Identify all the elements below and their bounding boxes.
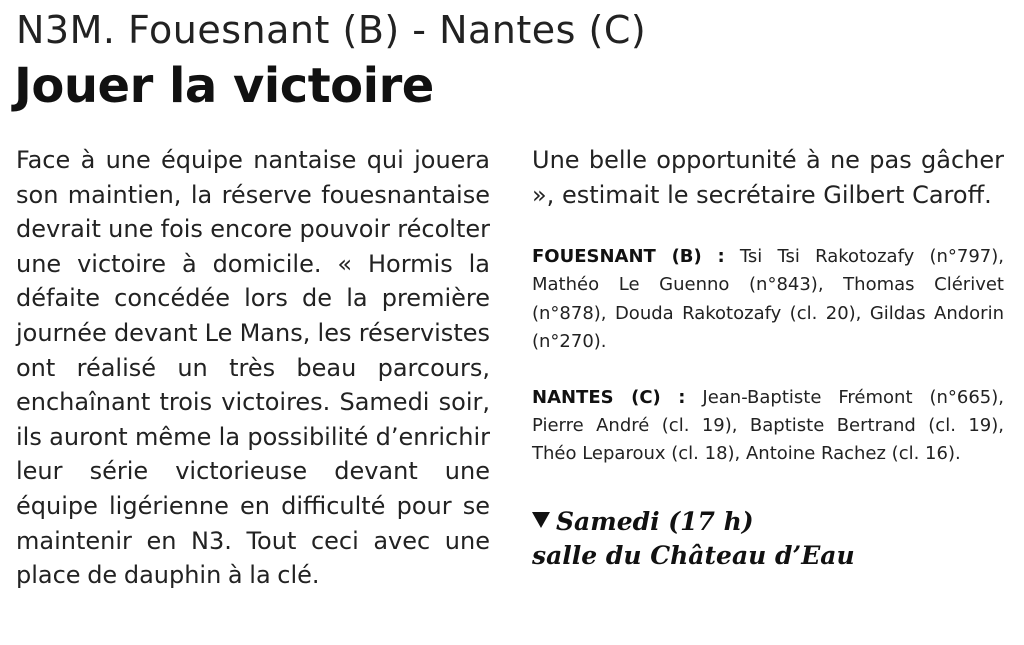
lineup-team-name: FOUESNANT (B) : <box>532 246 725 268</box>
article-column-left <box>16 143 490 593</box>
schedule-when: Samedi (17 h) <box>556 506 754 536</box>
lineup-players: Tsi Tsi Rakotozafy (n°797), Mathéo Le Guenno (n°843), Thomas Clérivet (n°878), Douda Rakotozafy (cl. 20), Gildas Andorin (n°270). <box>532 246 1004 352</box>
match-schedule <box>532 505 1004 573</box>
schedule-time <box>532 505 1004 539</box>
schedule-venue: salle du Château d’Eau <box>532 540 855 570</box>
lineup-players: Jean-Baptiste Frémont (n°665), Pierre André (cl. 19), Baptiste Bertrand (cl. 19), Théo Leparoux (cl. 18), Antoine Rachez (cl. 16). <box>532 387 1004 465</box>
match-kicker: N3M. Fouesnant (B) - Nantes (C) <box>16 8 647 52</box>
article-body-left: Face à une équipe nantaise qui jouera son maintien, la réserve fouesnantaise devrait une fois encore pouvoir récolter une victoire à domicile. « Hormis la défaite concédée lors de la première journée devant Le Mans, les réservistes ont réalisé un très beau parcours, enchaînant trois victoires. Samedi soir, ils auront même la possibilité d’enrichir leur série victorieuse devant une équipe ligérienne en difficulté pour se maintenir en N3. Tout ceci avec une place de dauphin à la clé. <box>16 146 490 590</box>
lineup-team-name: NANTES (C) : <box>532 387 686 408</box>
lineup-nantes <box>532 384 1004 469</box>
article-column-right <box>532 143 1004 573</box>
triangle-down-icon <box>532 512 550 528</box>
article-headline: Jouer la victoire <box>14 58 434 114</box>
article-body-right: Une belle opportunité à ne pas gâcher », estimait le secrétaire Gilbert Caroff. <box>532 146 1004 209</box>
lineup-fouesnant <box>532 243 1004 356</box>
